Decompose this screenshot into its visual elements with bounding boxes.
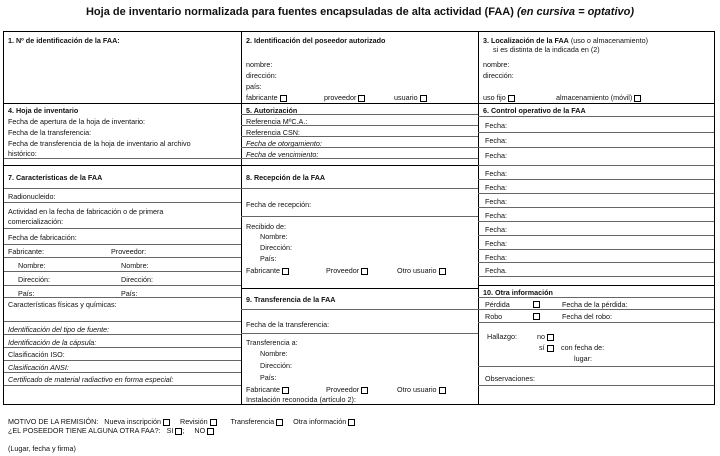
checkbox[interactable] [358, 95, 365, 102]
s6-fecha-3: Fecha: [485, 151, 507, 160]
s4-archivo-label: Fecha de transferencia de la hoja de inventario al archivo [8, 139, 191, 148]
s7-proveedor-label: Proveedor: [111, 247, 147, 256]
s6-fecha-10: Fecha: [485, 253, 507, 262]
checkbox[interactable] [533, 313, 540, 320]
s10-si-option[interactable]: sí [539, 343, 554, 352]
checkbox[interactable] [280, 95, 287, 102]
section-10-title: 10. Otra información [483, 288, 553, 297]
s3-subtitle: si es distinta de la indicada en (2) [493, 45, 600, 54]
s2-nombre-label: nombre: [246, 60, 273, 69]
s9-pais-label: País: [260, 373, 277, 382]
checkbox[interactable] [163, 419, 170, 426]
s7-fabricante-label: Fabricante: [8, 247, 44, 256]
s9-fabricante-option[interactable]: Fabricante [246, 385, 289, 394]
s5-ref-csn-label: Referencia CSN: [246, 128, 300, 137]
s5-otorgamiento-label: Fecha de otorgamiento: [246, 139, 322, 148]
checkbox[interactable] [439, 268, 446, 275]
section-5-title: 5. Autorización [246, 106, 298, 115]
s7-prov-pais-label: País: [121, 289, 138, 298]
row-divider [4, 103, 714, 104]
s9-instalacion-label: Instalación reconocida (artículo 2): [246, 395, 356, 404]
s10-robo-option[interactable]: Robo [485, 312, 503, 321]
section-2-title: 2. Identificación del poseedor autorizado [246, 36, 386, 45]
s7-iso-label: Clasificación ISO: [8, 350, 65, 359]
section-4-title: 4. Hoja de inventario [8, 106, 79, 115]
s8-pais-label: País: [260, 254, 277, 263]
s6-fecha-6: Fecha: [485, 197, 507, 206]
s3-uso-fijo-option[interactable]: uso fijo [483, 93, 515, 102]
s4-apertura-label: Fecha de apertura de la hoja de inventario: [8, 117, 146, 126]
s7-fab-pais-label: País: [18, 289, 35, 298]
checkbox[interactable] [634, 95, 641, 102]
footer-si-option[interactable]: SI ; [166, 426, 185, 435]
s7-certificado-label: Certificado de material radiactivo en forma especial: [8, 375, 174, 384]
s2-direccion-label: dirección: [246, 71, 277, 80]
s7-ansi-label: Clasificación ANSI: [8, 363, 69, 372]
s2-usuario-option[interactable]: usuario [394, 93, 427, 102]
s7-prov-direccion-label: Dirección: [121, 275, 153, 284]
checkbox[interactable] [210, 419, 217, 426]
footer-revision-option[interactable]: Revisión [180, 417, 217, 426]
s2-pais-label: país: [246, 82, 262, 91]
checkbox[interactable] [276, 419, 283, 426]
s9-transferencia-label: Transferencia a: [246, 338, 298, 347]
s10-observaciones-label: Observaciones: [485, 374, 535, 383]
s6-fecha-7: Fecha: [485, 211, 507, 220]
s3-nombre-label: nombre: [483, 60, 510, 69]
s6-fecha-1: Fecha: [485, 121, 507, 130]
row-divider [478, 285, 714, 286]
s6-fecha-5: Fecha: [485, 183, 507, 192]
s10-no-option[interactable]: no [537, 332, 554, 341]
row-divider [241, 288, 478, 289]
footer-transferencia-option[interactable]: Transferencia [230, 417, 283, 426]
s10-fecha-robo-label: Fecha del robo: [562, 312, 612, 321]
inventory-form [3, 31, 715, 405]
checkbox[interactable] [547, 345, 554, 352]
s3-direccion-label: dirección: [483, 71, 514, 80]
s3-almacenamiento-option[interactable]: almacenamiento (móvil) [556, 93, 641, 102]
s8-direccion-label: Dirección: [260, 243, 292, 252]
column-divider [478, 32, 479, 404]
s8-fabricante-option[interactable]: Fabricante [246, 266, 289, 275]
s7-fab-nombre-label: Nombre: [18, 261, 46, 270]
s10-lugar-label: lugar: [574, 354, 592, 363]
s7-prov-nombre-label: Nombre: [121, 261, 149, 270]
s10-con-fecha-label: con fecha de: [561, 343, 605, 352]
checkbox[interactable] [361, 387, 368, 394]
section-3-title: 3. Localización de la FAA (uso o almacenamiento) [483, 36, 648, 45]
checkbox[interactable] [207, 428, 214, 435]
s8-otro-option[interactable]: Otro usuario [397, 266, 446, 275]
s9-fecha-label: Fecha de la transferencia: [246, 320, 330, 329]
section-7-title: 7. Características de la FAA [8, 173, 103, 182]
s4-archivo-label-cont: histórico: [8, 149, 37, 158]
s10-perdida-option[interactable]: Pérdida [485, 300, 510, 309]
s4-transferencia-label: Fecha de la transferencia: [8, 128, 92, 137]
s7-actividad-label-cont: comercialización: [8, 217, 64, 226]
checkbox[interactable] [420, 95, 427, 102]
s6-fecha-9: Fecha: [485, 239, 507, 248]
footer-motivo-row: MOTIVO DE LA REMISIÓN: Nueva inscripción Revisión Transferencia Otra información [8, 417, 355, 426]
s8-fecha-label: Fecha de recepción: [246, 200, 312, 209]
s6-fecha-2: Fecha: [485, 136, 507, 145]
s8-proveedor-option[interactable]: Proveedor [326, 266, 368, 275]
s5-vencimiento-label: Fecha de vencimiento: [246, 150, 319, 159]
s7-actividad-label: Actividad en la fecha de fabricación o de primera [8, 207, 164, 216]
checkbox[interactable] [348, 419, 355, 426]
checkbox[interactable] [439, 387, 446, 394]
s6-fecha-4: Fecha: [485, 169, 507, 178]
s7-radionucleido-label: Radionucleido: [8, 192, 56, 201]
s7-fab-direccion-label: Dirección: [18, 275, 50, 284]
section-1-title: 1. Nº de identificación de la FAA: [8, 36, 120, 45]
s9-otro-option[interactable]: Otro usuario [397, 385, 446, 394]
footer-no-option[interactable]: NO [194, 426, 214, 435]
footer-lugar-fecha-firma: (Lugar, fecha y firma) [8, 444, 76, 453]
footer-nueva-option[interactable]: Nueva inscripción [104, 417, 170, 426]
s8-nombre-label: Nombre: [260, 232, 288, 241]
checkbox[interactable] [175, 428, 182, 435]
checkbox[interactable] [508, 95, 515, 102]
s7-tipo-fuente-label: Identificación del tipo de fuente: [8, 325, 110, 334]
s9-direccion-label: Dirección: [260, 361, 292, 370]
s9-nombre-label: Nombre: [260, 349, 288, 358]
s7-capsula-label: Identificación de la cápsula: [8, 338, 97, 347]
s5-ref-mca-label: Referencia MºC.A.: [246, 117, 308, 126]
s7-caracteristicas-label: Características físicas y químicas: [8, 300, 117, 309]
s6-fecha-11: Fecha. [485, 266, 507, 275]
s2-fabricante-option[interactable]: fabricante [246, 93, 287, 102]
checkbox[interactable] [282, 387, 289, 394]
checkbox[interactable] [533, 301, 540, 308]
footer-otra-option[interactable]: Otra información [293, 417, 355, 426]
s8-recibido-label: Recibido de: [246, 222, 286, 231]
column-divider [241, 32, 242, 404]
s10-hallazgo-label: Hallazgo: [487, 332, 517, 341]
checkbox[interactable] [282, 268, 289, 275]
s9-proveedor-option[interactable]: Proveedor [326, 385, 368, 394]
s2-proveedor-option[interactable]: proveedor [324, 93, 365, 102]
checkbox[interactable] [361, 268, 368, 275]
section-8-title: 8. Recepción de la FAA [246, 173, 326, 182]
s7-fecha-fab-label: Fecha de fabricación: [8, 233, 77, 242]
footer-pregunta-row: ¿EL POSEEDOR TIENE ALGUNA OTRA FAA?: SI ; NO [8, 426, 214, 435]
section-9-title: 9. Transferencia de la FAA [246, 295, 336, 304]
s10-fecha-perdida-label: Fecha de la pérdida: [562, 300, 628, 309]
row-divider [4, 165, 478, 166]
form-title: Hoja de inventario normalizada para fuentes encapsuladas de alta actividad (FAA) (en cursiva = optativo) [85, 6, 635, 18]
checkbox[interactable] [547, 334, 554, 341]
section-6-title: 6. Control operativo de la FAA [483, 106, 586, 115]
s6-fecha-8: Fecha: [485, 225, 507, 234]
